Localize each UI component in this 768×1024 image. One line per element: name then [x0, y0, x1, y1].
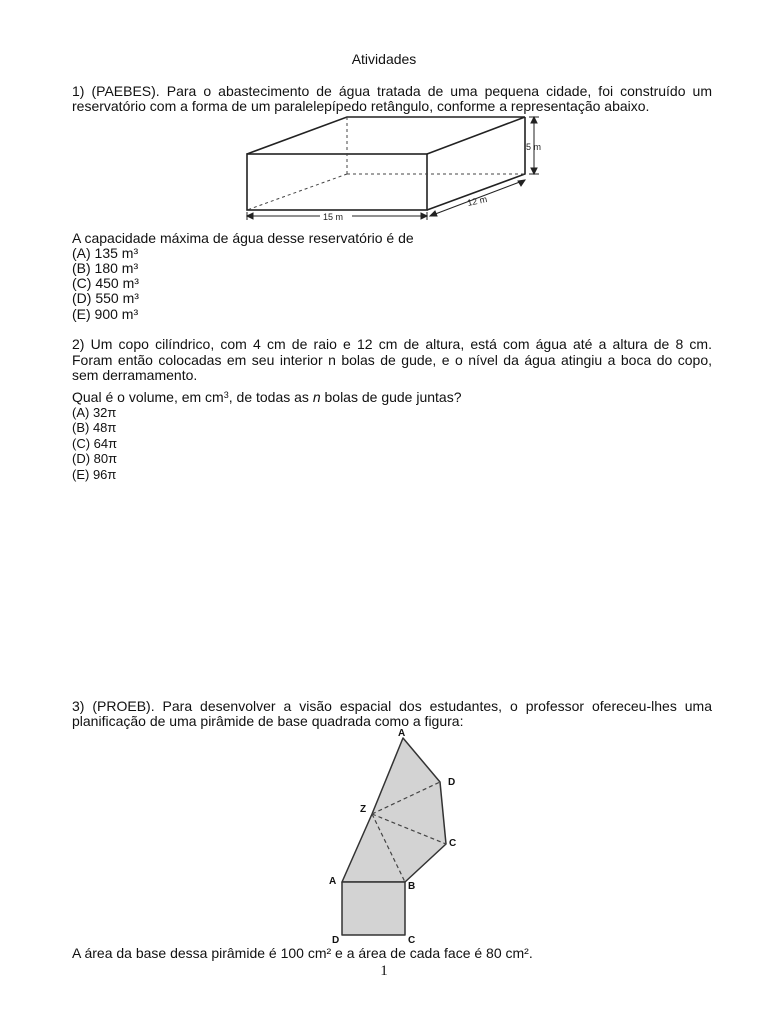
label-c-mid: C — [449, 838, 457, 849]
page-number: 1 — [380, 963, 388, 979]
q2-text-line-1: 2) Um copo cilíndrico, com 4 cm de raio e 12 cm de altura, está com água até a altura de 8 cm. — [72, 336, 712, 352]
height-label: 5 m — [526, 142, 542, 152]
q1-option-c: (C) 450 m³ — [72, 275, 139, 291]
label-c-bottom: C — [408, 935, 416, 946]
q1-option-a: (A) 135 m³ — [72, 245, 139, 261]
q2-text-line-3: sem derramamento. — [72, 367, 198, 383]
label-a-left: A — [329, 876, 337, 887]
label-apex-a: A — [398, 728, 406, 739]
q3-text-line-1: 3) (PROEB). Para desenvolver a visão espacial dos estudantes, o professor ofereceu-lhes uma — [72, 698, 712, 714]
q2-option-b: (B) 48π — [72, 420, 117, 435]
q1-option-e: (E) 900 m³ — [72, 306, 139, 322]
q2-text-line-2: Foram então colocadas em seu interior n bolas de gude, e o nível da água atingiu a boca do copo, — [72, 352, 712, 368]
q1-text-line-1: 1) (PAEBES). Para o abastecimento de água tratada de uma pequena cidade, foi construído um — [72, 83, 712, 99]
width-label: 12 m — [466, 194, 488, 208]
box-front-face — [247, 154, 427, 210]
q2-superscript: 3 — [223, 390, 229, 400]
q2-option-a: (A) 32π — [72, 405, 117, 420]
q3-closing: A área da base dessa pirâmide é 100 cm² e a área de cada face é 80 cm². — [72, 945, 533, 961]
q1-text-line-2: reservatório com a forma de um paralelepípedo retângulo, conforme a representação abaixo. — [72, 98, 650, 114]
q1-option-b: (B) 180 m³ — [72, 260, 139, 276]
q3-text-line-2: planificação de uma pirâmide de base quadrada como a figura: — [72, 713, 464, 729]
label-b: B — [408, 881, 416, 892]
label-d-top: D — [448, 777, 456, 788]
length-label: 15 m — [323, 212, 344, 222]
q2-option-e: (E) 96π — [72, 467, 117, 482]
q2-question: Qual é o volume, em $cm^3$, de todas as n bolas de gude juntas? — [72, 389, 462, 405]
q2-variable-n: n — [312, 389, 321, 405]
page-title: Atividades — [351, 51, 417, 67]
label-z: Z — [360, 804, 367, 815]
label-d-bottom: D — [332, 935, 340, 946]
box-top-face — [247, 117, 525, 154]
q1-prompt: A capacidade máxima de água desse reservatório é de — [72, 230, 414, 246]
square-base — [342, 882, 405, 935]
reservoir-figure — [240, 112, 560, 230]
q2-option-d: (D) 80π — [72, 451, 118, 466]
q2-option-c: (C) 64π — [72, 436, 118, 451]
q1-option-d: (D) 550 m³ — [72, 290, 139, 306]
pyramid-net-figure — [320, 726, 470, 948]
